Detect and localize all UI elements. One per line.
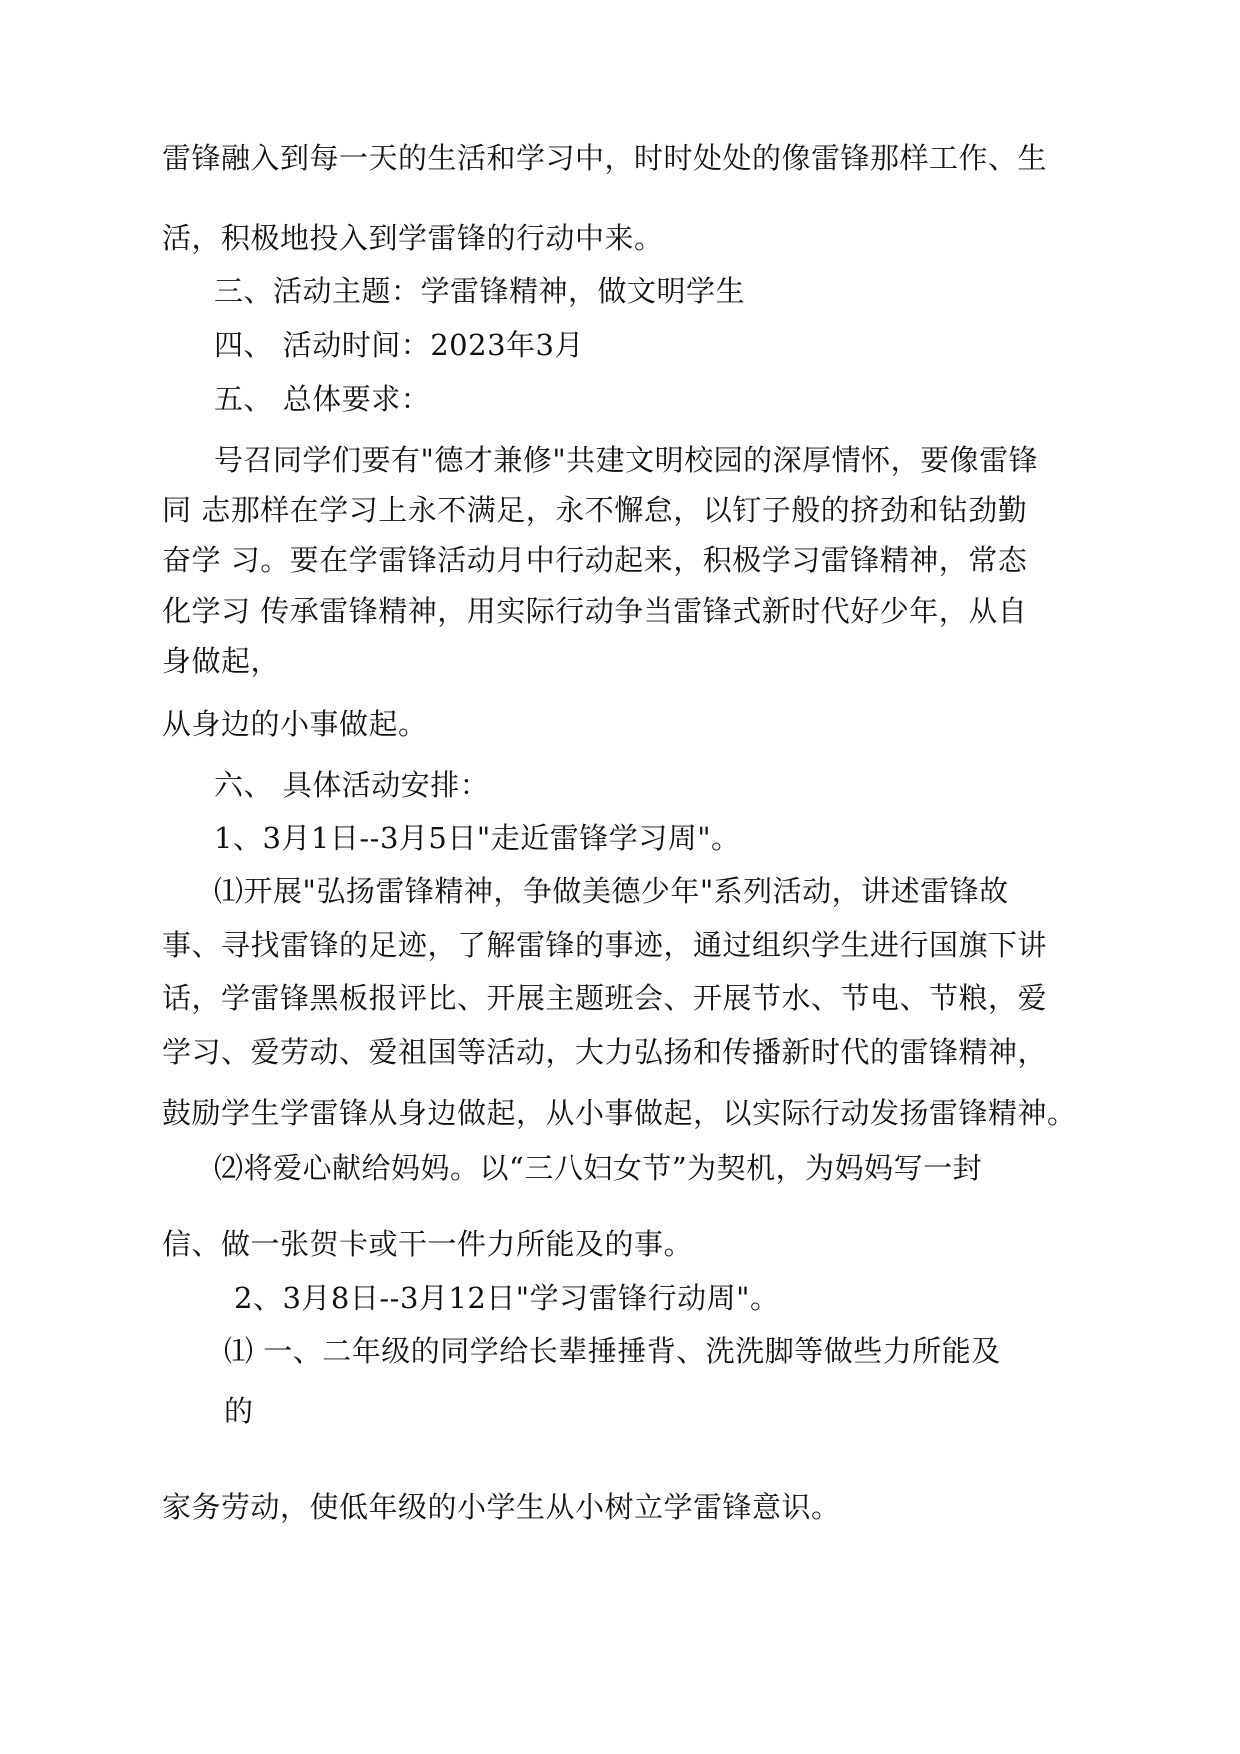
paragraph-line-13: 鼓励学生学雷锋从身边做起，从小事做起，以实际行动发扬雷锋精神。 bbox=[162, 1096, 1077, 1130]
paragraph-line-4: 同 志那样在学习上永不满足，永不懈怠，以钉子般的挤劲和钻劲勤 bbox=[162, 493, 1028, 527]
section-heading-arrangements: 六、 具体活动安排： bbox=[214, 768, 490, 802]
paragraph-line-1: 雷锋融入到每一天的生活和学习中，时时处处的像雷锋那样工作、生 bbox=[162, 141, 1048, 175]
activity-item-1: 1、3月1日--3月5日"走近雷锋学习周"。 bbox=[214, 821, 741, 855]
paragraph-line-9: ⑴开展"弘扬雷锋精神，争做美德少年"系列活动，讲述雷锋故 bbox=[214, 874, 1009, 908]
paragraph-line-7: 身做起， bbox=[162, 644, 281, 678]
section-heading-time: 四、 活动时间：2023年3月 bbox=[214, 328, 584, 362]
paragraph-line-8: 从身边的小事做起。 bbox=[162, 707, 428, 741]
paragraph-line-17: 的 bbox=[224, 1394, 254, 1428]
paragraph-line-15: 信、做一张贺卡或干一件力所能及的事。 bbox=[162, 1227, 694, 1261]
paragraph-line-16: ⑴ 一、二年级的同学给长辈捶捶背、洗洗脚等做些力所能及 bbox=[224, 1334, 1001, 1368]
paragraph-line-12: 学习、爱劳动、爱祖国等活动，大力弘扬和传播新时代的雷锋精神， bbox=[162, 1035, 1048, 1069]
section-heading-requirements: 五、 总体要求： bbox=[214, 382, 431, 416]
activity-item-2: 2、3月8日--3月12日"学习雷锋行动周"。 bbox=[234, 1281, 780, 1315]
paragraph-line-2: 活，积极地投入到学雷锋的行动中来。 bbox=[162, 221, 664, 255]
paragraph-line-18: 家务劳动，使低年级的小学生从小树立学雷锋意识。 bbox=[162, 1490, 841, 1524]
paragraph-line-14: ⑵将爱心献给妈妈。以“三八妇女节”为契机，为妈妈写一封 bbox=[214, 1151, 983, 1185]
paragraph-line-11: 话，学雷锋黑板报评比、开展主题班会、开展节水、节电、节粮，爱 bbox=[162, 981, 1048, 1015]
paragraph-line-3: 号召同学们要有"德才兼修"共建文明校园的深厚情怀，要像雷锋 bbox=[214, 443, 1039, 477]
paragraph-line-5: 奋学 习。要在学雷锋活动月中行动起来，积极学习雷锋精神，常态 bbox=[162, 543, 1028, 577]
section-heading-theme: 三、活动主题：学雷锋精神，做文明学生 bbox=[214, 274, 746, 308]
paragraph-line-6: 化学习 传承雷锋精神，用实际行动争当雷锋式新时代好少年，从自 bbox=[162, 594, 1028, 628]
paragraph-line-10: 事、寻找雷锋的足迹，了解雷锋的事迹，通过组织学生进行国旗下讲 bbox=[162, 928, 1048, 962]
